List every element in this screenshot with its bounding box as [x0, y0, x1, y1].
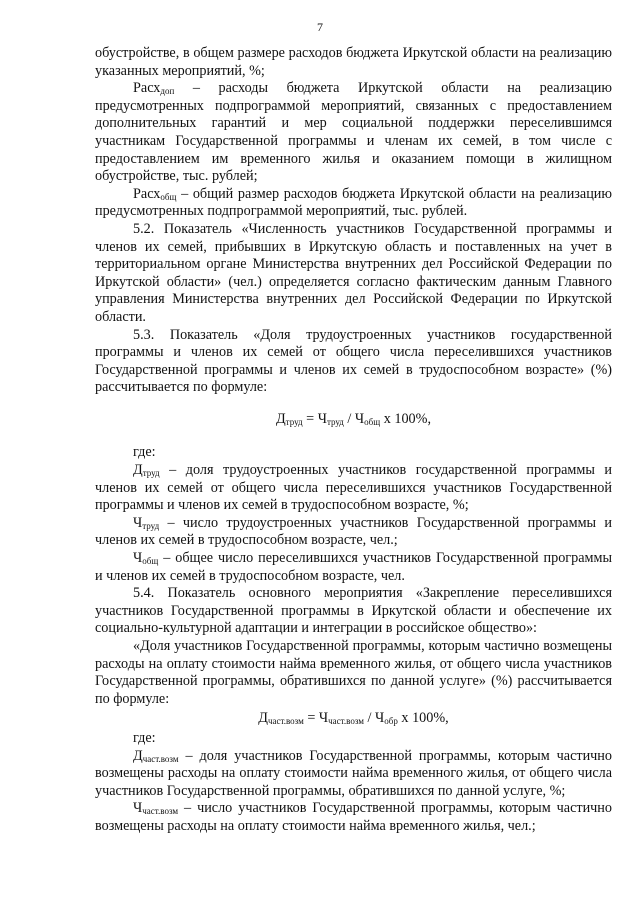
formula-d-trud: $Д_{труд} = Ч_{труд} / Ч_{общ}$ х 100%,	[275, 410, 432, 427]
where-label: где:	[133, 444, 156, 461]
definition-d-chast-vozm: $Д_{част.возм}$ – доля участников Государственной программы, которым частично возмещены расходы на оплату стоимости найма временного жилья, от общего числа участников Государственной программы, обратившихся по данной услуге, %;	[95, 747, 612, 799]
paragraph-continuation: обустройстве, в общем размере расходов бюджета Иркутской области на реализацию указанных мероприятий, %;	[95, 45, 612, 79]
definition-ch-chast-vozm: $Ч_{част.возм}$ – число участников Государственной программы, которым частично возмещены расходы на оплату стоимости найма временного жилья, чел.;	[95, 800, 612, 834]
paragraph-dolya-uchastnikov: «Доля участников Государственной программы, которым частично возмещены расходы на оплату стоимости найма временного жилья, от общего числа участников Государственной программы, обратившихся по данной услуге» (%) рассчитывается по формуле:	[95, 638, 612, 707]
definition-rash-obsh: Расх$_{общ}$ – общий размер расходов бюджета Иркутской области на реализацию предусмотренных подпрограммой мероприятий, тыс. рублей.	[95, 185, 612, 220]
document-body	[95, 45, 612, 836]
definition-ch-obsh: $Ч_{общ}$ – общее число переселившихся участников Государственной программы и членов их семей в трудоспособном возрасте, чел.	[95, 550, 612, 584]
definition-d-trud: $Д_{труд}$ – доля трудоустроенных участников государственной программы и членов их семей от общего числа переселившихся участников Государственной программы и членов их семей в трудоспособном возрасте, %;	[95, 462, 612, 514]
where-label-2: где:	[133, 729, 156, 746]
definition-ch-trud: $Ч_{труд}$ – число трудоустроенных участников Государственной программы и членов их семей в трудоспособном возрасте, чел.;	[95, 514, 612, 549]
paragraph-5-4: 5.4. Показатель основного мероприятия «Закрепление переселившихся участников Государственной программы в Иркутской области и обеспечение их социально-культурной адаптации и интеграции в российское общество»:	[95, 585, 612, 637]
page-number: 7	[317, 20, 323, 34]
formula-d-chast-vozm: $Д_{част.возм} = Ч_{част.возм} / Ч_{обр}$ х 100%,	[258, 710, 449, 727]
paragraph-5-2: 5.2. Показатель «Численность участников Государственной программы и членов их семей, прибывших в Иркутскую область и поставленных на учет в территориальном органе Министерства внутренних дел Российской Федерации по Иркутской области» (чел.) определяется согласно фактическим данным Главного управления Министерства внутренних дел Российской Федерации по Иркутской области.	[95, 220, 612, 325]
paragraph-5-3: 5.3. Показатель «Доля трудоустроенных участников государственной программы и членов их семей от общего числа переселившихся участников Государственной программы и членов их семей в трудоспособном возрасте» (%) рассчитывается по формуле:	[95, 326, 612, 396]
definition-rash-dop: Расх$_{доп}$ – расходы бюджета Иркутской области на реализацию предусмотренных подпрограммой мероприятий, связанных с предоставлением дополнительных гарантий и мер социальной поддержки переселившимся участникам Государственной программы и членам их семей, в том числе с предоставлением им временного жилья и оказанием помощи в жилищном обустройстве, тыс. рублей;	[95, 80, 612, 185]
